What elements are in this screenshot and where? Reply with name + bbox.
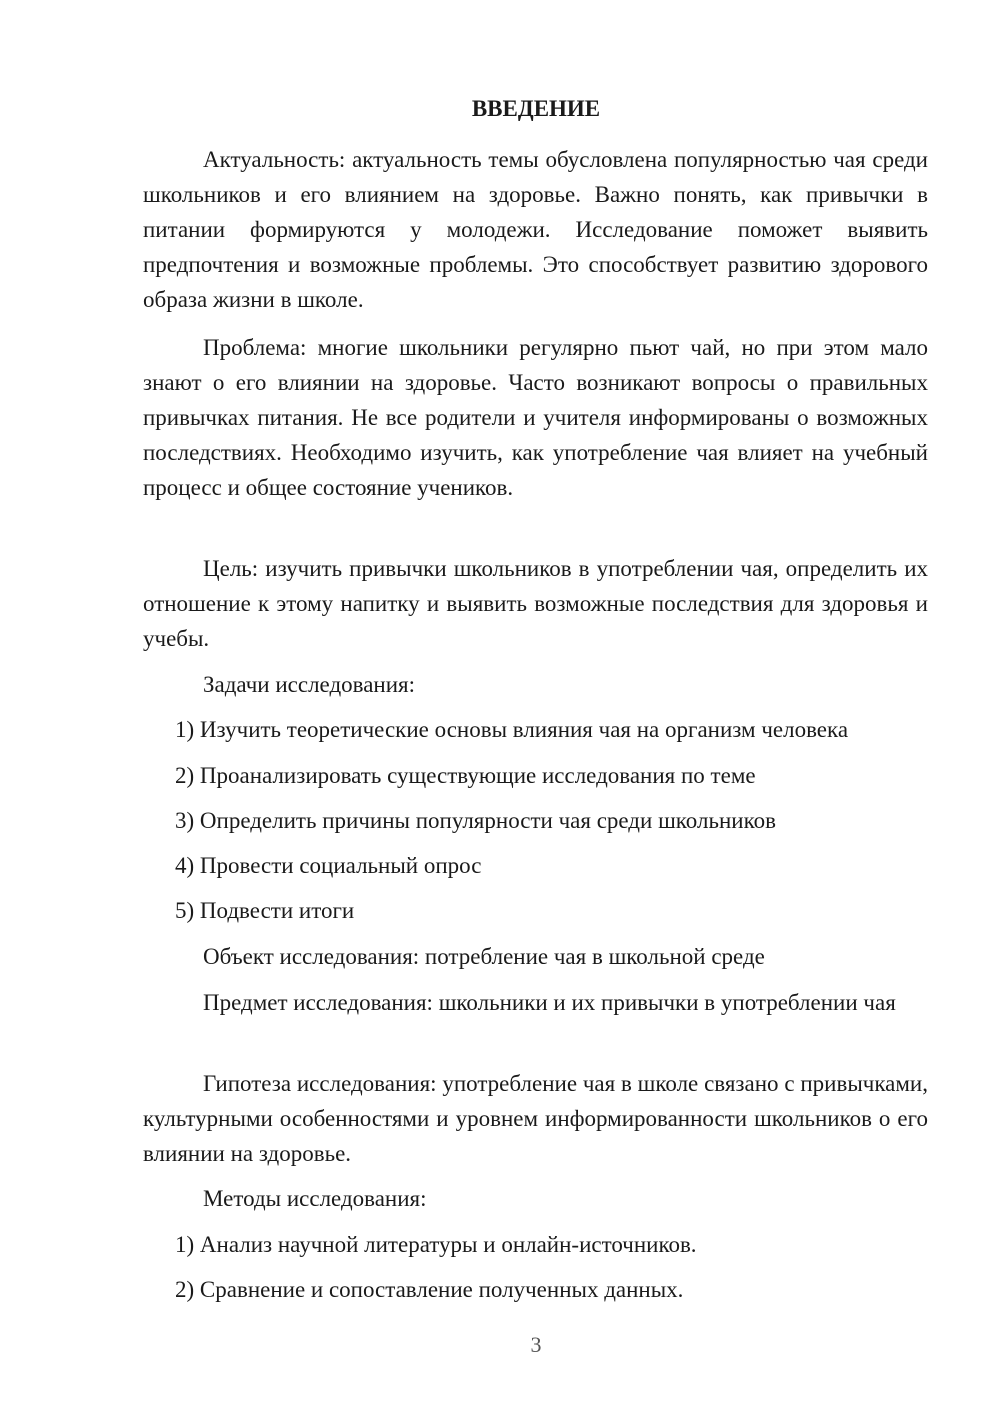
methods-heading: Методы исследования: [203, 1186, 427, 1211]
goal-text: Цель: изучить привычки школьников в употреблении чая, определить их отношение к этому напитку и выявить возможные последствия для здоровья и учебы. [143, 556, 928, 651]
paragraph-problem [143, 330, 928, 505]
task-item-2: 2) Проанализировать существующие исследования по теме [175, 763, 756, 788]
tasks-heading-block [143, 667, 928, 702]
method-item-2: 2) Сравнение и сопоставление полученных данных. [175, 1277, 684, 1302]
task-item-4: 4) Провести социальный опрос [175, 853, 482, 878]
object-text: Объект исследования: потребление чая в школьной среде [203, 944, 765, 969]
paragraph-subject [143, 985, 928, 1020]
tasks-heading: Задачи исследования: [203, 672, 416, 697]
page-number: 3 [530, 1332, 542, 1357]
methods-heading-block [143, 1181, 928, 1216]
task-item-3: 3) Определить причины популярности чая среди школьников [175, 808, 776, 833]
paragraph-relevance [143, 142, 928, 317]
hypothesis-text: Гипотеза исследования: употребление чая в школе связано с привычками, культурными особенностями и уровнем информированности школьников о его влиянии на здоровье. [143, 1071, 928, 1166]
paragraph-hypothesis [143, 1066, 928, 1171]
paragraph-goal [143, 551, 928, 656]
paragraph-object [143, 939, 928, 974]
task-item-5: 5) Подвести итоги [175, 898, 355, 923]
subject-text: Предмет исследования: школьники и их привычки в употреблении чая [203, 990, 896, 1015]
page-title: ВВЕДЕНИЕ [471, 96, 601, 121]
method-item-1: 1) Анализ научной литературы и онлайн-источников. [175, 1232, 697, 1257]
relevance-text: Актуальность: актуальность темы обусловлена популярностью чая среди школьников и его влиянием на здоровье. Важно понять, как привычки в питании формируются у молодежи. Исследование поможет выявить предпочтения и возможные проблемы. Это способствует развитию здорового образа жизни в школе. [143, 147, 928, 312]
task-item-1: 1) Изучить теоретические основы влияния чая на организм человека [175, 717, 849, 742]
problem-text: Проблема: многие школьники регулярно пьют чай, но при этом мало знают о его влиянии на здоровье. Часто возникают вопросы о правильных привычках питания. Не все родители и учителя информированы о возможных последствиях. Необходимо изучить, как употребление чая влияет на учебный процесс и общее состояние учеников. [143, 335, 928, 500]
